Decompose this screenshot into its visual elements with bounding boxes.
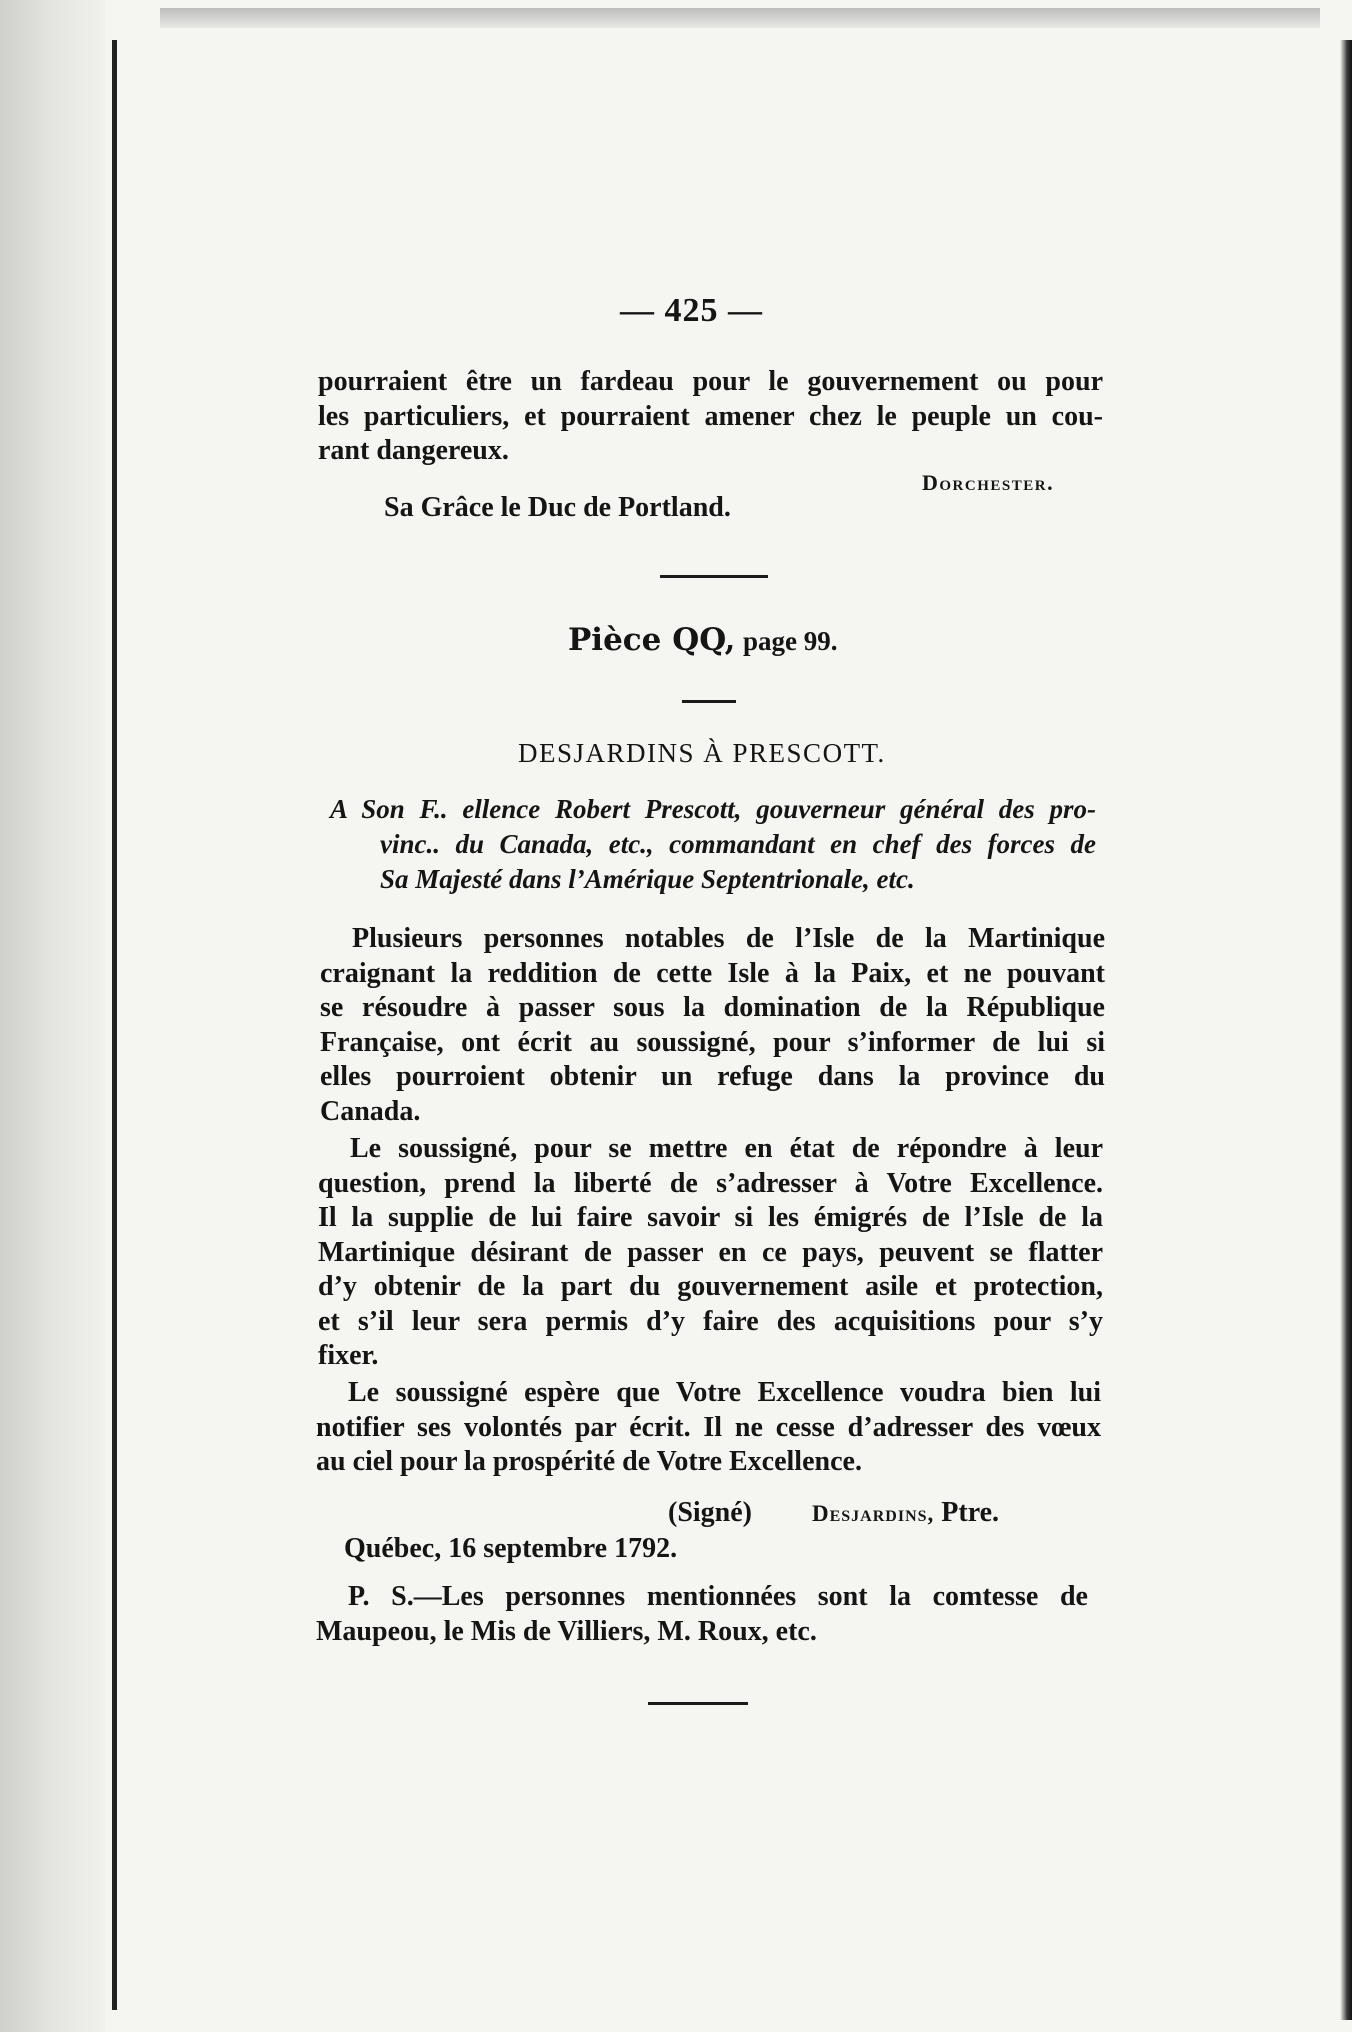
adjacent-page-shadow (0, 0, 105, 2032)
address-line: vinc.. du Canada, etc., commandant en chef des forces de (380, 829, 1096, 859)
piece-label: Pièce QQ, (568, 622, 736, 658)
text-line: notifier ses volontés par écrit. Il ne cesse d’adresser des vœux (316, 1411, 1101, 1443)
text-line: Le soussigné espère que Votre Excellence voudra bien lui (348, 1377, 1101, 1408)
text-line: Maupeou, le Mis de Villiers, M. Roux, etc. (316, 1615, 817, 1647)
text-line: et s’il leur sera permis d’y faire des acquisitions pour s’y (318, 1305, 1103, 1337)
signer-name: Desjardins, (812, 1501, 935, 1526)
text-line: Le soussigné, pour se mettre en état de répondre à leur (350, 1133, 1103, 1164)
text-line: rant dangereux. (318, 435, 509, 466)
text-line: fixer. (318, 1340, 379, 1371)
signature-dorchester: Dorchester. (922, 470, 1055, 495)
text-line: d’y obtenir de la part du gouvernement asile et protection, (318, 1271, 1103, 1302)
text-line: Il la supplie de lui faire savoir si les émigrés de l’Isle de la (318, 1202, 1103, 1233)
top-page-edge (160, 8, 1320, 28)
signer-block (812, 1497, 999, 1529)
short-divider (682, 700, 736, 703)
closing-divider (648, 1702, 748, 1705)
signer-title: Ptre. (941, 1497, 1000, 1528)
paragraph-2 (318, 1132, 1103, 1374)
addressee-portland: Sa Grâce le Duc de Portland. (384, 492, 731, 523)
signed-label: (Signé) (668, 1497, 752, 1528)
postscript (316, 1580, 1088, 1649)
text-line: les particuliers, et pourraient amener chez le peuple un cou- (318, 400, 1103, 432)
text-line: craignant la reddition de cette Isle à la Paix, et ne pouvant (320, 957, 1105, 989)
letter-address (330, 792, 1096, 897)
text-line: elles pourroient obtenir un refuge dans la province du (320, 1061, 1105, 1092)
place-date: Québec, 16 septembre 1792. (344, 1533, 678, 1564)
text-line: Martinique désirant de passer en ce pays, peuvent se flatter (318, 1236, 1103, 1268)
section-divider (660, 575, 768, 578)
text-line: Canada. (320, 1095, 421, 1127)
opening-paragraph (318, 365, 1103, 469)
address-line: A Son F.. ellence Robert Prescott, gouverneur général des pro- (330, 794, 1096, 824)
text-line: Française, ont écrit au soussigné, pour s’informer de lui si (320, 1026, 1105, 1058)
letter-heading: DESJARDINS À PRESCOTT. (518, 738, 886, 768)
text-line: Plusieurs personnes notables de l’Isle de la Martinique (352, 923, 1105, 954)
piece-title (568, 622, 837, 658)
text-line: au ciel pour la prospérité de Votre Excellence. (316, 1446, 862, 1477)
address-line: Sa Majesté dans l’Amérique Septentrionale, etc. (380, 864, 915, 894)
gutter-line (112, 40, 117, 2010)
page-number: — 425 — (620, 292, 763, 329)
paragraph-1 (320, 922, 1105, 1129)
paragraph-3 (316, 1376, 1101, 1480)
text-line: pourraient être un fardeau pour le gouvernement ou pour (318, 366, 1103, 397)
text-line: se résoudre à passer sous la domination de la République (320, 992, 1105, 1023)
text-line: question, prend la liberté de s’adresser à Votre Excellence. (318, 1167, 1103, 1199)
text-line: P. S.—Les personnes mentionnées sont la comtesse de (348, 1581, 1088, 1612)
piece-page-ref: page 99. (742, 626, 838, 656)
right-page-edge (1340, 40, 1352, 2020)
